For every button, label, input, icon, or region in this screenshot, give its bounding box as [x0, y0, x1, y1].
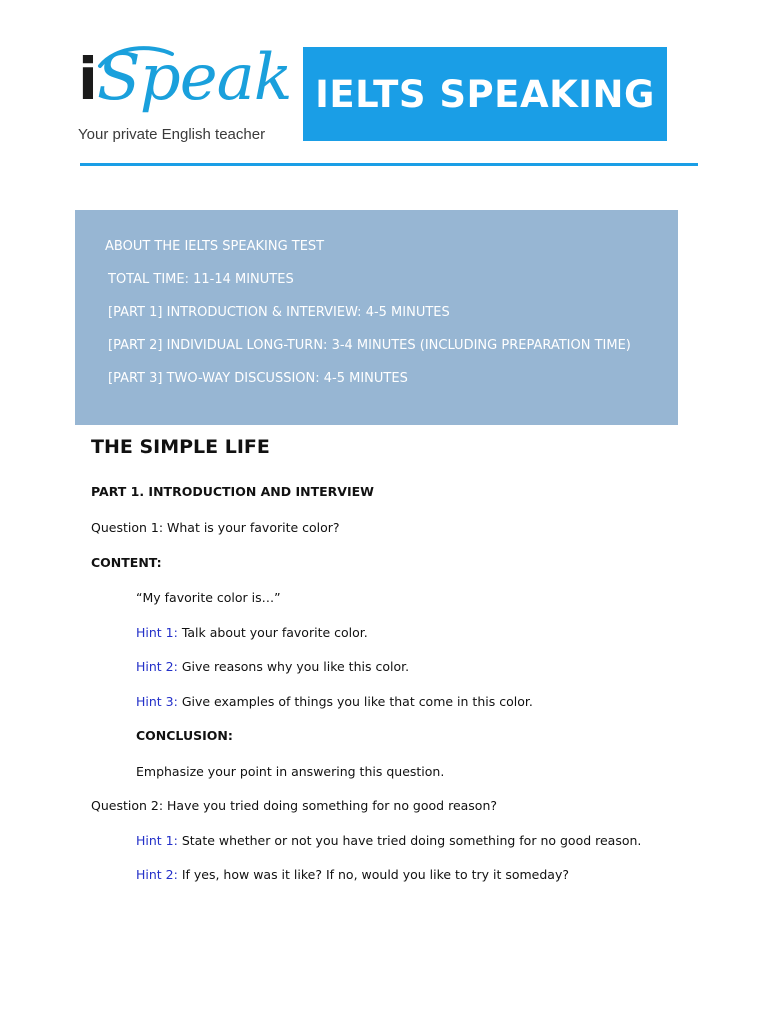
hint-text: Talk about your favorite color. — [177, 625, 368, 640]
q2-hint-2 — [136, 867, 569, 882]
q2-hint-1 — [136, 833, 641, 848]
hint-label: Hint 3: — [136, 694, 178, 709]
answer-starter: “My favorite color is…” — [136, 590, 281, 605]
hint-label: Hint 2: — [136, 659, 178, 674]
question-2: Question 2: Have you tried doing something for no good reason? — [91, 798, 498, 813]
q1-hint-3 — [136, 694, 533, 709]
hint-label: Hint 1: — [136, 833, 178, 848]
section-title: THE SIMPLE LIFE — [91, 436, 270, 458]
content-label: CONTENT: — [91, 555, 162, 570]
conclusion-label: CONCLUSION: — [136, 728, 233, 743]
about-part1: [PART 1] INTRODUCTION & INTERVIEW: 4-5 MINUTES — [108, 305, 450, 320]
logo-letter-i: i — [78, 45, 97, 113]
ispeak-logo — [78, 40, 292, 150]
q1-hint-2 — [136, 659, 409, 674]
conclusion-text: Emphasize your point in answering this question. — [136, 764, 445, 779]
hint-label: Hint 2: — [136, 867, 178, 882]
header-divider — [80, 163, 698, 166]
about-heading: ABOUT THE IELTS SPEAKING TEST — [105, 239, 325, 254]
about-part2: [PART 2] INDIVIDUAL LONG-TURN: 3-4 MINUTES (INCLUDING PREPARATION TIME) — [108, 338, 631, 353]
about-test-box — [75, 210, 678, 425]
hint-text: If yes, how was it like? If no, would you like to try it someday? — [177, 867, 569, 882]
hint-text: Give reasons why you like this color. — [177, 659, 410, 674]
part-heading: PART 1. INTRODUCTION AND INTERVIEW — [91, 484, 374, 499]
about-total-time: TOTAL TIME: 11-14 MINUTES — [108, 272, 294, 287]
page-title: IELTS SPEAKING — [315, 72, 655, 116]
question-1: Question 1: What is your favorite color? — [91, 520, 340, 535]
q1-hint-1 — [136, 625, 368, 640]
logo-word: Speak — [96, 41, 292, 115]
logo-tagline: Your private English teacher — [78, 126, 266, 143]
header-title-box — [303, 47, 667, 141]
hint-text: State whether or not you have tried doing something for no good reason. — [177, 833, 642, 848]
about-part3: [PART 3] TWO-WAY DISCUSSION: 4-5 MINUTES — [108, 371, 408, 386]
hint-text: Give examples of things you like that come in this color. — [177, 694, 533, 709]
logo-wordmark — [78, 40, 292, 117]
hint-label: Hint 1: — [136, 625, 178, 640]
